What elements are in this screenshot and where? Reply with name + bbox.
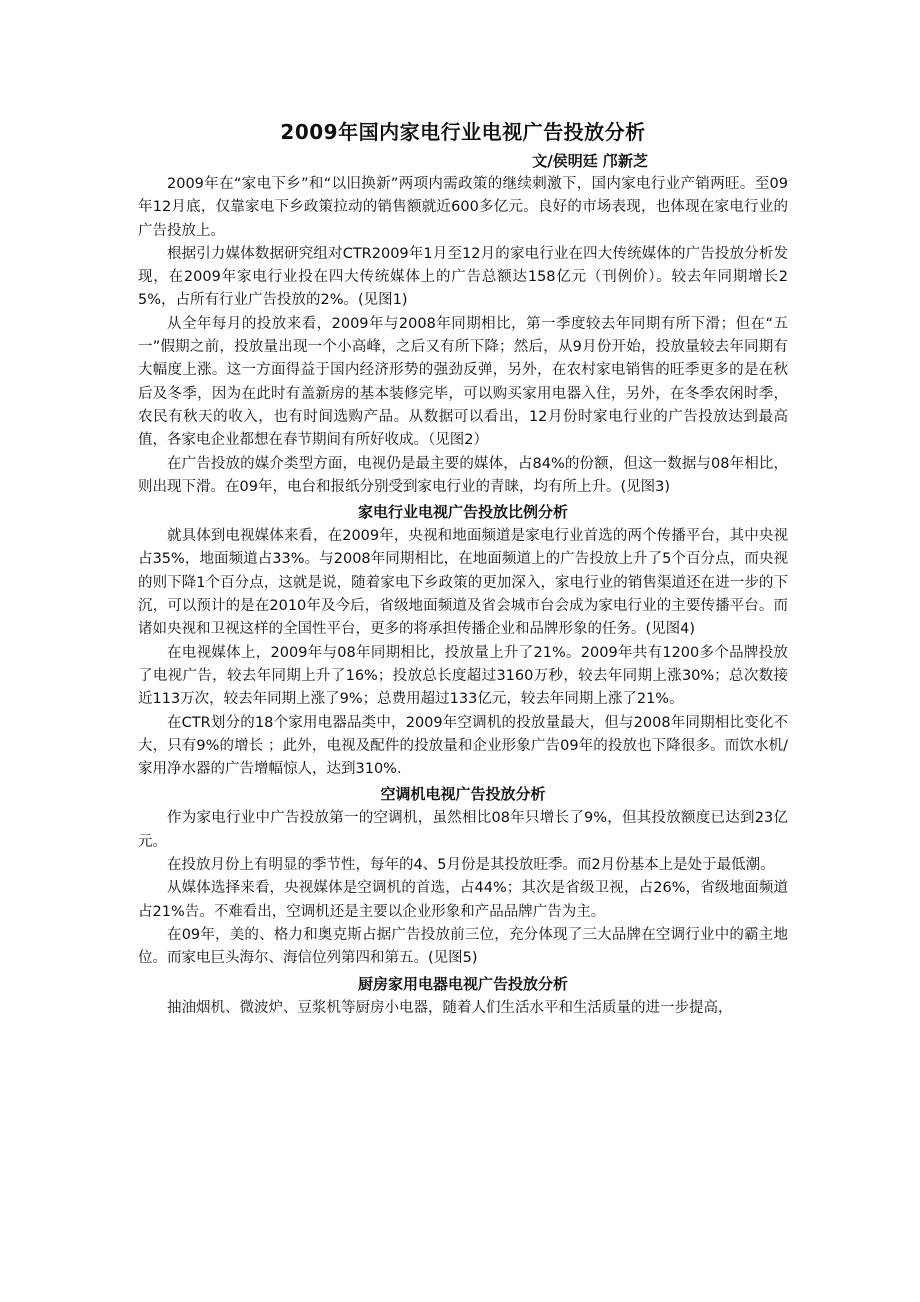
paragraph: 在CTR划分的18个家用电器品类中，2009年空调机的投放量最大，但与2008年同期相比变化不大，只有9%的增长 ；此外，电视及配件的投放量和企业形象广告09年的投放也下降很多。而饮水机/家用净水器的广告增幅惊人，达到310%. [138, 714, 788, 778]
paragraph: 根据引力媒体数据研究组对CTR2009年1月至12月的家电行业在四大传统媒体的广告投放分析发现，在2009年家电行业投在四大传统媒体上的广告总额达158亿元（刊例价）。较去年同期增长25%，占所有行业广告投放的2%。(见图1) [138, 245, 788, 309]
paragraph: 作为家电行业中广告投放第一的空调机，虽然相比08年只增长了9%，但其投放额度已达到23亿元。 [138, 810, 788, 850]
paragraph: 从媒体选择来看，央视媒体是空调机的首选，占44%；其次是省级卫视，占26%，省级地面频道占21%告。不难看出，空调机还是主要以企业形象和产品品牌广告为主。 [138, 880, 788, 920]
section-heading-tv-ad-ratio: 家电行业电视广告投放比例分析 [357, 503, 568, 522]
paragraph: 在电视媒体上，2009年与08年同期相比，投放量上升了21%。2009年共有1200多个品牌投放了电视广告，较去年同期上升了16%；投放总长度超过3160万秒，较去年同期上涨30%；总次数接近113万次，较去年同期上涨了9%；总费用超过133亿元，较去年同期上涨了21%。 [138, 644, 788, 708]
author-line: 文/侯明廷 邝新芝 [532, 152, 648, 170]
paragraph: 2009年在“家电下乡”和“以旧换新”两项内需政策的继续刺激下，国内家电行业产销两旺。至09年12月底，仅靠家电下乡政策拉动的销售额就近600多亿元。良好的市场表现，也体现在家电行业的广告投放上。 [138, 176, 788, 239]
paragraph: 就具体到电视媒体来看，在2009年，央视和地面频道是家电行业首选的两个传播平台，其中央视占35%，地面频道占33%。与2008年同期相比，在地面频道上的广告投放上升了5个百分点，而央视的则下降1个百分点，这就是说，随着家电下乡政策的更加深入，家电行业的销售渠道还在进一步的下沉，可以预计的是在2010年及今后，省级地面频道及省会城市台会成为家电行业的主要传播平台。而诸如央视和卫视这样的全国性平台，更多的将承担传播企业和品牌形象的任务。(见图4) [138, 528, 788, 638]
section-heading-air-conditioner: 空调机电视广告投放分析 [380, 785, 546, 804]
paragraph: 抽油烟机、微波炉、豆浆机等厨房小电器，随着人们生活水平和生活质量的进一步提高， [167, 999, 733, 1016]
paragraph: 在广告投放的媒介类型方面，电视仍是最主要的媒体，占84%的份额，但这一数据与08年相比，则出现下滑。在09年，电台和报纸分别受到家电行业的青睐，均有所上升。(见图3) [138, 455, 788, 495]
paragraph: 在投放月份上有明显的季节性，每年的4、5月份是其投放旺季。而2月份基本上是处于最低潮。 [167, 857, 775, 874]
document-page [138, 118, 788, 1020]
document-title: 2009年国内家电行业电视广告投放分析 [280, 120, 646, 144]
paragraph: 从全年每月的投放来看，2009年与2008年同期相比，第一季度较去年同期有所下滑；但在“五一”假期之前，投放量出现一个小高峰，之后又有所下降；然后，从9月份开始，投放量较去年同期有大幅度上涨。这一方面得益于国内经济形势的强劲反弹，另外，在农村家电销售的旺季更多的是在秋后及冬季，因为在此时有盖新房的基本装修完毕，可以购买家用电器入住，另外，在冬季农闲时季，农民有秋天的收入，也有时间选购产品。从数据可以看出，12月份时家电行业的广告投放达到最高值，各家电企业都想在春节期间有所好收成。（见图2） [138, 315, 788, 449]
paragraph: 在09年，美的、格力和奥克斯占据广告投放前三位，充分体现了三大品牌在空调行业中的霸主地位。而家电巨头海尔、海信位列第四和第五。(见图5) [138, 926, 788, 967]
section-heading-kitchen-appliances: 厨房家用电器电视广告投放分析 [357, 974, 568, 993]
